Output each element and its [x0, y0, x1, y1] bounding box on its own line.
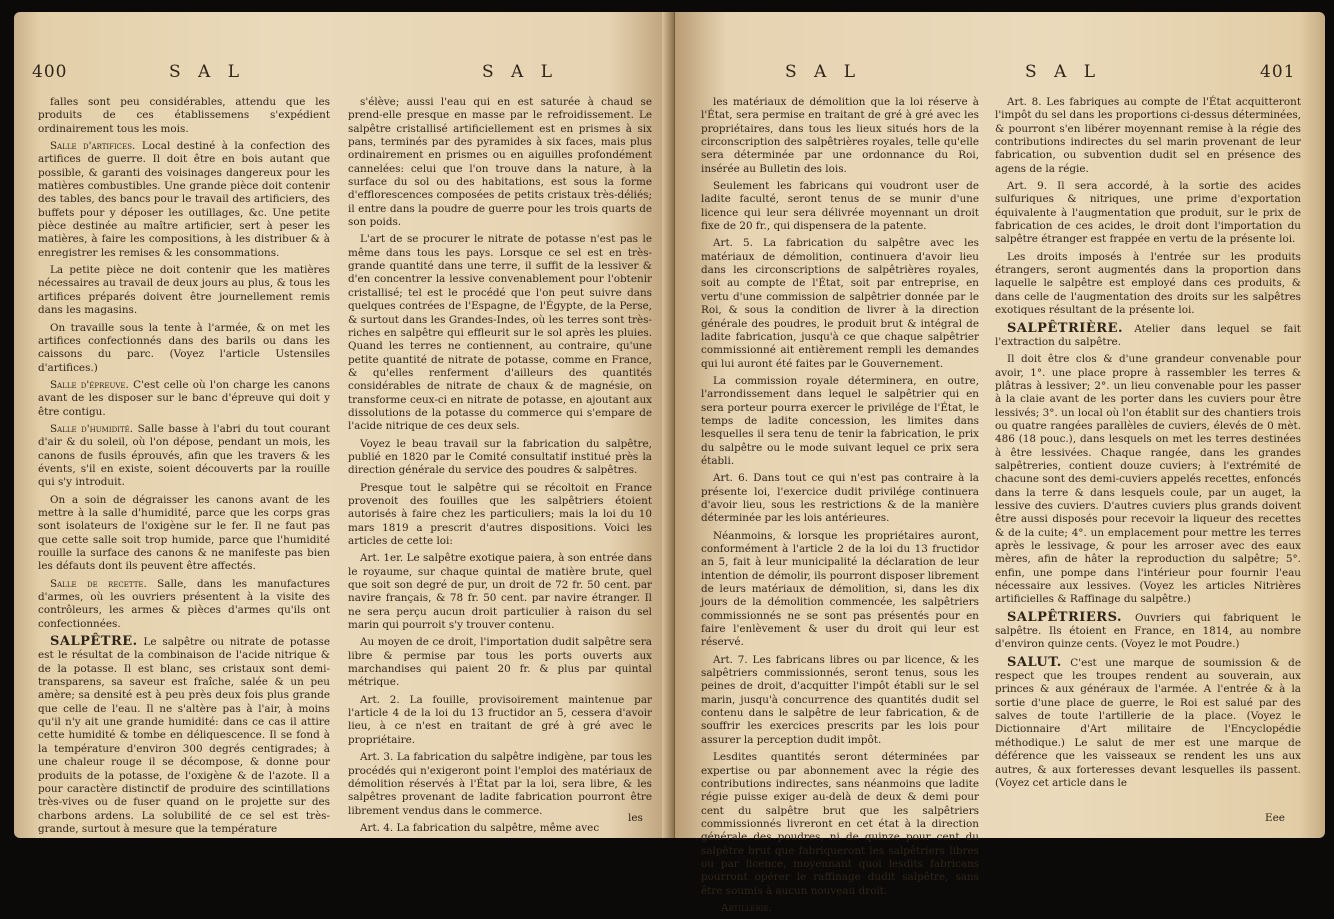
entry-heading: SALPÊTRIÈRE.: [1007, 320, 1124, 336]
paragraph-text: Seulement les fabricans qui voudront user de ladite faculté, seront tenus de se munir d'une licence qui leur sera délivrée moyennant un droit fixe de 20 fr., qui dispensera de la patente.: [701, 180, 979, 233]
paragraph: [701, 530, 979, 650]
paragraph-text: Art. 7. Les fabricans libres ou par licence, & les salpêtriers commissionnés, seront tenus, sous les peines de droit, d'acquitter l'impôt établi sur le sel marin, jusqu'à concurrence des quantités dudit sel contenu dans le salpêtre de leur fabrication, & de souffrir les exercices prescrits par les lois pour assurer la perception dudit impôt.: [701, 653, 979, 746]
paragraph-text: Art. 8. Les fabriques au compte de l'État acquitteront l'impôt du sel dans les proportions ci-dessus déterminées, & pourront s'en libérer moyennant remise à la régie des contributions indirectes du sel marin provenant de leur fabrication, ou subvention dudit sel en présence des agens de la régie.: [995, 96, 1301, 175]
left-page: [14, 12, 675, 838]
right-column-2: [995, 96, 1301, 794]
entry-heading: Salle d'humidité.: [50, 422, 134, 435]
right-page-number: 401: [1260, 62, 1296, 82]
paragraph: [348, 751, 652, 818]
right-head-a: S A L: [785, 62, 862, 82]
paragraph: [348, 482, 652, 549]
paragraph-text: Art. 6. Dans tout ce qui n'est pas contraire à la présente loi, l'exercice dudit privilége continuera d'avoir lieu, sous les restrictions & de la manière déterminée par les lois antérieures.: [701, 472, 979, 525]
paragraph-text: Art. 4. La fabrication du salpêtre, même avec: [360, 821, 600, 834]
paragraph-text: Le salpêtre ou nitrate de potasse est le résultat de la combinaison de l'acide nitrique & de la potasse. Il est blanc, ses cristaux sont demi-transparens, sa saveur est fraîche, salée & un peu amère; sa densité est à peu près deux fois plus grande que celle de l'eau. Il ne s'altère pas à l'air, à moins qu'il n'y ait une grande humidité: dans ce cas il attire cette humidité & tombe en déliquescence. Il se fond à la température d'environ 300 degrés centigrades; à une chaleur rouge il se décompose, & donne pour produits de la potasse, de l'oxigène & de l'azote. Il a pour caractère distinctif de produire des scintillations très-vives ou de fuser quand on le projette sur des charbons ardens. La solubilité de ce sel est très-grande, surtout à mesure que la température: [38, 636, 330, 835]
left-catchword: les: [628, 812, 643, 824]
paragraph-text: On a soin de dégraisser les canons avant de les mettre à la salle d'humidité, parce que les corps gras sont isolateurs de l'oxigène sur le fer. Il ne faut pas que cette salle soit trop humide, parce que l'humidité rouille la surface des canons & ne manifeste pas bien les défauts dont ils peuvent être affectés.: [38, 493, 330, 573]
paragraph-text: Néanmoins, & lorsque les propriétaires auront, conformément à l'article 2 de la loi du 13 fructidor an 5, fait à leur municipalité la déclaration de leur intention de démolir, ils pourront disposer librement de leurs matériaux de démolition, si, dans les dix jours de la démolition commencée, les salpêtriers commissionnés ne se sont pas présentés pour en faire l'enlèvement & user du droit qui leur est réservé.: [701, 529, 979, 649]
paragraph: [38, 423, 330, 490]
paragraph: [701, 237, 979, 370]
paragraph: [995, 611, 1301, 652]
right-catchword: Eee: [1265, 812, 1285, 824]
paragraph: [995, 656, 1301, 790]
paragraph-text: Lesdites quantités seront déterminées par expertise ou par abonnement avec la régie des contributions indirectes, sans néanmoins que ladite régie puisse exiger au-delà de deux & demi pour cent du salpêtre brut que les salpêtriers commissionnés livreront en cet état à la direction générale des poudres, ni de quinze pour cent du salpêtre brut que fabriqueront les salpêtriers libres ou par licence, moyennant quoi lesdits fabricans pourront opérer le raffinage dudit salpêtre, sans être soumis à aucun nouveau droit.: [701, 751, 979, 897]
paragraph: [701, 375, 979, 468]
paragraph-text: C'est celle où l'on charge les canons avant de les disposer sur le banc d'épreuve qui doit y être contigu.: [38, 378, 330, 418]
paragraph-text: Salle, dans les manufactures d'armes, où les ouvriers présentent à la visite des contrôleurs, les armes & pièces d'armes qu'ils ont confectionnées.: [38, 577, 330, 630]
paragraph-text: La commission royale déterminera, en outre, l'arrondissement dans lequel le salpêtrier qui en sera porteur pourra exercer le privilége de l'État, le temps de ladite concession, les limites dans lesquelles il sera tenu de tenir la fabrication, le prix du salpêtre ou le mode suivant lequel ce prix sera établi.: [701, 374, 979, 467]
paragraph: [348, 233, 652, 433]
paragraph-text: Ouvriers qui fabriquent le salpêtre. Ils étoient en France, en 1814, au nombre d'environ quinze cents. (Voyez le mot Poudre.): [995, 611, 1301, 651]
paragraph: [995, 322, 1301, 350]
paragraph-text: Atelier dans lequel se fait l'extraction du salpêtre.: [995, 322, 1301, 348]
paragraph-text: Voyez le beau travail sur la fabrication du salpêtre, publié en 1820 par le Comité consultatif institué près la direction générale du service des poudres & salpêtres.: [348, 437, 652, 477]
paragraph: [38, 264, 330, 317]
paragraph: [348, 694, 652, 747]
left-head-b: S A L: [482, 62, 559, 82]
paragraph: [701, 96, 979, 176]
paragraph: [38, 578, 330, 631]
paragraph: [38, 140, 330, 260]
entry-heading: Salle d'artifices.: [50, 140, 136, 153]
paragraph-text: Au moyen de ce droit, l'importation dudit salpêtre sera libre & permise par tous les ports ouverts aux marchandises qui paient 20 fr. & plus par quintal métrique.: [348, 636, 652, 689]
paragraph-text: C'est une marque de soumission & de respect que les troupes rendent au souverain, aux princes & aux généraux de l'armée. A l'entrée & à la sortie d'une place de guerre, le Roi est salué par des salves de toute l'artillerie de la place. (Voyez le Dictionnaire d'Art militaire de l'Encyclopédie méthodique.) Le salut de mer est une marque de déférence que les vaisseaux se rendent les uns aux autres, & aux forteresses devant lesquelles ils passent. (Voyez cet article dans le: [995, 656, 1301, 789]
paragraph: [995, 180, 1301, 247]
paragraph-text: Art. 9. Il sera accordé, à la sortie des acides sulfuriques & nitriques, une prime d'exportation équivalente à l'augmentation que produit, sur le prix de fabrication de ces acides, le droit dont l'importation du salpêtre étranger est frappée en vertu de la présente loi.: [995, 180, 1301, 246]
left-head-a: S A L: [169, 62, 246, 82]
entry-heading: SALUT.: [1007, 654, 1062, 670]
entry-heading: Salle d'épreuve.: [50, 378, 129, 391]
paragraph: [701, 180, 979, 233]
paragraph-text: Art. 5. La fabrication du salpêtre avec les matériaux de démolition, continuera d'avoir lieu dans les circonscriptions de salpêtrières royales, soit au compte de l'État, soit par entreprise, en vertu d'une commission de salpêtrier donnée par le Roi, & sous la condition de livrer à la direction générale des poudres, le produit brut & intégral de ladite fabrication, jusqu'à ce que chaque salpêtrier commissionné ait entièrement rempli les demandes qui lui auront été faites par le Gouvernement.: [701, 237, 979, 370]
right-head-b: S A L: [1025, 62, 1102, 82]
paragraph: [995, 353, 1301, 607]
left-running-head: [14, 62, 675, 92]
paragraph: [348, 552, 652, 632]
right-running-head: [675, 62, 1325, 92]
paragraph: [38, 322, 330, 375]
paragraph-text: La petite pièce ne doit contenir que les matières nécessaires au travail de deux jours au plus, & tous les artifices préparés doivent être journellement remis dans les magasins.: [38, 264, 330, 317]
paragraph: [348, 822, 652, 835]
left-column-1: [38, 96, 330, 840]
paragraph-text: Art. 3. La fabrication du salpêtre indigène, par tous les procédés qui n'exigeront point l'emploi des matériaux de démolition réservés à l'État par la loi, sera libre, & les salpêtres provenant de ladite fabrication pourront être librement vendus dans le commerce.: [348, 751, 652, 817]
left-column-2: [348, 96, 652, 839]
right-page: [675, 12, 1325, 914]
paragraph-text: les matériaux de démolition que la loi réserve à l'État, sera permise en traitant de gré à gré avec les propriétaires, dans tous les lieux situés hors de la circonscription des salpêtrières royales, telle qu'elle sera déterminée par une ordonnance du Roi, insérée au Bulletin des lois.: [701, 96, 979, 175]
paragraph-text: Art. 2. La fouille, provisoirement maintenue par l'article 4 de la loi du 13 fructidor an 5, cessera d'avoir lieu, à ce n'est en traitant de gré à gré avec le propriétaire.: [348, 693, 652, 746]
entry-heading: SALPÊTRIERS.: [1007, 609, 1123, 625]
paragraph: [38, 494, 330, 574]
paragraph: [348, 96, 652, 229]
paragraph-text: s'élève; aussi l'eau qui en est saturée à chaud se prend-elle presque en masse par le refroidissement. Le salpêtre cristallisé artificiellement est en prismes à six pans, terminés par des pyramides à six faces, mais plus ordinairement en prismes ou en aiguilles profondément cannelées: celui que l'on trouve dans la nature, à la surface du sol ou des habitations, est sous la forme d'efflorescences composées de petits cristaux très-déliés; il entre dans la poudre de guerre pour les trois quarts de son poids.: [348, 96, 652, 229]
paragraph-text: L'art de se procurer le nitrate de potasse n'est pas le même dans tous les pays. Lorsque ce sel est en très-grande quantité dans une terre, il suffit de la lessiver & d'en concentrer la lessive convenablement pour l'obtenir cristallisé; tel est le procédé que l'on peut suivre dans quelques contrées de l'Espagne, de l'Égypte, de la Perse, & surtout dans les Grandes-Indes, où les terres sont très-riches en salpêtre qui effleurit sur le sol après les pluies. Quand les terres ne contiennent, au contraire, qu'une petite quantité de nitrate de potasse, comme en France, & qu'elles renferment d'ailleurs des quantités considérables de nitrate de chaux & de magnésie, on transforme ceux-ci en nitrate de potasse, en ajoutant aux dissolutions de la potasse du commerce qui s'empare de l'acide nitrique de ces deux sels.: [348, 233, 652, 433]
paragraph-text: Salle basse à l'abri du tout courant d'air & du soleil, où l'on dépose, pendant un mois, les canons de fusils éprouvés, afin que les travers & les évents, s'il en existe, soient découverts par la rouille qui s'y introduit.: [38, 422, 330, 489]
entry-heading: Salle de recette.: [50, 577, 147, 590]
paragraph-text: Local destiné à la confection des artifices de guerre. Il doit être en bois autant que possible, & garanti des voisinages dangereux pour les matières combustibles. Une grande pièce doit contenir des tables, des bancs pour le travail des artificiers, des buffets pour y déposer les outillages, &c. Une petite pièce destinée au maître artificier, sert à peser les matières, à faire les compositions, à les distribuer & à enregistrer les remises & les consommations.: [38, 140, 330, 259]
paragraph: [701, 472, 979, 525]
paragraph: [38, 379, 330, 419]
paragraph-text: On travaille sous la tente à l'armée, & on met les artifices confectionnés dans des barils ou dans les caissons du parc. (Voyez l'article Ustensiles d'artifices.): [38, 321, 330, 374]
paragraph-text: Il doit être clos & d'une grandeur convenable pour avoir, 1°. une place propre à rassembler les terres & plâtras à lessiver; 2°. un lieu convenable pour les passer à la claie avant de les porter dans les cuviers pour être lessivés; 3°. un local où l'on établit sur des chantiers trois ou quatre rangées parallèles de cuviers, élevés de 0 mèt. 486 (18 pouc.), dans lesquels on met les terres destinées à être lessivées. Chaque rangée, dans les grandes salpêtreries, contient douze cuviers; à l'extrémité de chacune sont des demi-cuviers appelés recettes, enfoncés dans la terre & dans lesquels coule, par un auget, la lessive des cuviers. D'autres cuviers plus grands doivent être aussi disposés pour recevoir la liqueur des recettes & de la cuite; 4°. un emplacement pour mettre les terres après le lessivage, & pour les arroser avec des eaux mères, afin de hâter la reproduction du salpêtre; 5°. enfin, une pompe dans l'intérieur pour fournir l'eau nécessaire aux lessives. (Voyez les articles Nitrières artificielles & Raffinage du salpêtre.): [995, 353, 1301, 606]
paragraph: [995, 251, 1301, 318]
paragraph: [701, 654, 979, 747]
left-page-number: 400: [32, 62, 68, 82]
paragraph-text: Presque tout le salpêtre qui se récoltoit en France provenoit des fouilles que les salpêtriers étoient autorisés à faire chez les particuliers; mais la loi du 10 mars 1819 a prescrit d'autres dispositions. Voici les articles de cette loi:: [348, 481, 652, 547]
paragraph: [348, 636, 652, 689]
paragraph: [701, 751, 979, 898]
right-column-1: [701, 96, 979, 919]
paragraph: [38, 96, 330, 136]
paragraph: [995, 96, 1301, 176]
paragraph-text: Les droits imposés à l'entrée sur les produits étrangers, seront augmentés dans la proportion dans laquelle le salpêtre est employé dans ces produits, & dans celle de l'augmentation des droits sur les salpêtres exotiques résultant de la présente loi.: [995, 250, 1301, 317]
paragraph: [348, 438, 652, 478]
paragraph-text: falles sont peu considérables, attendu que les produits de ces établissemens s'expédient ordinairement tous les mois.: [38, 96, 330, 135]
signature: Artillerie.: [721, 901, 772, 914]
entry-heading: SALPÊTRE.: [50, 634, 138, 650]
paragraph: [38, 635, 330, 836]
paragraph-text: Art. 1er. Le salpêtre exotique paiera, à son entrée dans le royaume, sur chaque quintal de matière brute, quel que soit son degré de pur, un droit de 72 fr. 50 cent. par navire français, & 78 fr. 50 cent. par navire étranger. Il ne sera perçu aucun droit particulier à raison du sel marin qui pourroit s'y trouver contenu.: [348, 552, 652, 632]
